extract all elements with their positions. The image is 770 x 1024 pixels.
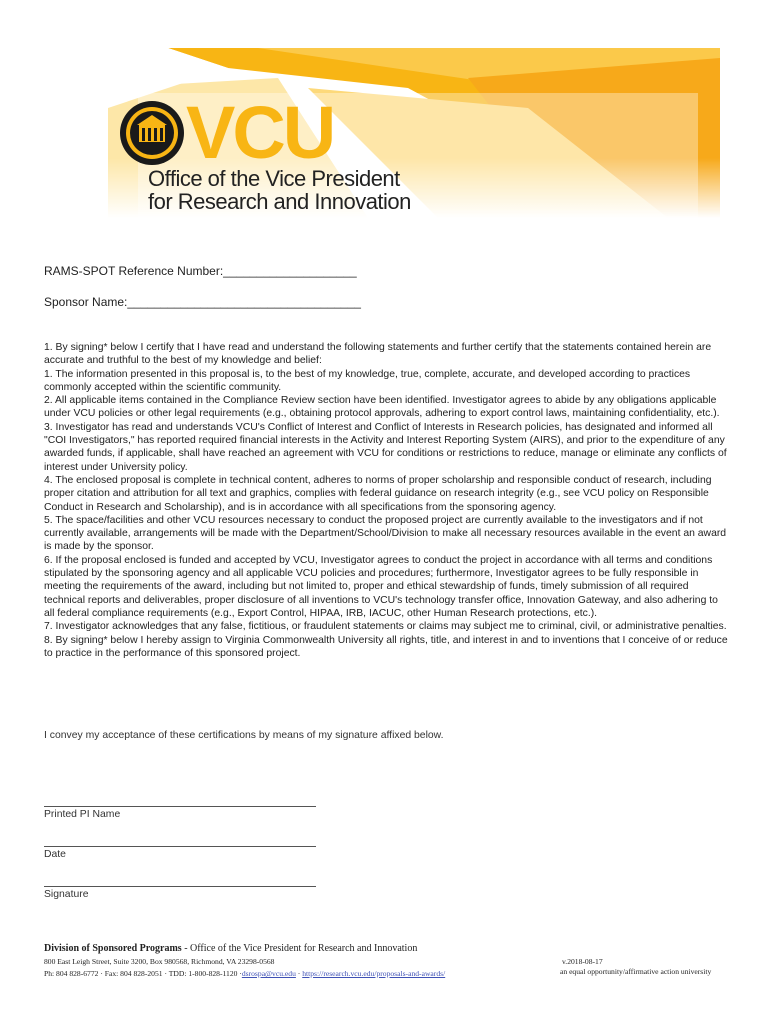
office-title <box>148 167 411 213</box>
signature-label: Signature <box>44 889 89 900</box>
certification-item-3: 3. Investigator has read and understands VCU's Conflict of Interest and Conflict of Interests in Research policies, has designated and informed all "COI Investigators," has reported required financial interests in the Activity and Interest Reporting System (AIRS), and prior to the expenditure of any awarded funds, if applicable, shall have reached an agreement with VCU for conditions or restrictions to reduce, manage or eliminate any conflicts of interest under University policy. <box>44 421 727 473</box>
certification-item-4: 4. The enclosed proposal is complete in technical content, adheres to norms of proper scholarship and responsible conduct of research, including proper citation and attribution for all text and graphics, complies with federal guidance on research integrity (e.g., see VCU policy on Responsible Conduct in Research and Scholarship), and is in accordance with all specifications from the sponsoring agency. <box>44 474 712 513</box>
certification-item-2: 2. All applicable items contained in the Compliance Review section have been identified. Investigator agrees to abide by any obligations applicable under VCU policies or other legal requirements (e.g., obtaining protocol approvals, adhering to export control laws, maintaining confidentiality, etc.). <box>44 395 720 420</box>
footer-version: v.2018-08-17 <box>562 957 603 966</box>
date-line[interactable] <box>44 846 316 847</box>
footer-eo-statement: an equal opportunity/affirmative action university <box>560 967 712 976</box>
office-title-line2: for Research and Innovation <box>148 189 411 214</box>
reference-number-field[interactable]: RAMS-SPOT Reference Number:____________________ <box>44 264 357 278</box>
certification-intro: 1. By signing* below I certify that I have read and understand the following statements and further certify that the statements contained herein are accurate and truthful to the best of my knowledge and belief: <box>44 342 712 367</box>
certification-text <box>44 341 728 660</box>
printed-name-label: Printed PI Name <box>44 809 121 820</box>
certification-item-7: 7. Investigator acknowledges that any false, fictitious, or fraudulent statements or claims may subject me to criminal, civil, or administrative penalties. <box>44 621 727 633</box>
footer-address: 800 East Leigh Street, Suite 3200, Box 980568, Richmond, VA 23298-0568 <box>44 957 275 966</box>
footer-separator: · <box>295 969 303 978</box>
certification-item-5: 5. The space/facilities and other VCU resources necessary to conduct the proposed project are currently available to the investigators and if not currently available, arrangements will be made with the Department/School/Division to make all necessary resources available in the event an award is made by the sponsor. <box>44 514 727 553</box>
footer-email-link[interactable]: dsrospa@vcu.edu <box>241 969 296 978</box>
footer-url-link[interactable]: https://research.vcu.edu/proposals-and-awards/ <box>302 969 446 978</box>
printed-name-line[interactable] <box>44 806 316 807</box>
certification-item-8: 8. By signing* below I hereby assign to Virginia Commonwealth University all rights, title, and interest in and to inventions that I conceive of or reduce to practice in the performance of this sponsored project. <box>44 634 728 659</box>
date-label: Date <box>44 849 66 860</box>
certification-item-1: 1. The information presented in this proposal is, to the best of my knowledge, true, complete, accurate, and developed according to practices commonly accepted within the scientific community. <box>44 368 691 393</box>
acceptance-statement: I convey my acceptance of these certifications by means of my signature affixed below. <box>44 730 444 741</box>
office-title-line1: Office of the Vice President <box>148 166 400 191</box>
vcu-logo: VCU <box>186 91 334 174</box>
footer <box>44 943 734 978</box>
sponsor-name-field[interactable]: Sponsor Name:___________________________________ <box>44 295 361 309</box>
footer-division-name: Division of Sponsored Programs <box>44 943 182 954</box>
footer-division <box>44 943 734 954</box>
university-seal-icon <box>119 100 185 166</box>
signature-line[interactable] <box>44 886 316 887</box>
footer-division-office: - Office of the Vice President for Research and Innovation <box>181 943 418 954</box>
certification-item-6: 6. If the proposal enclosed is funded and accepted by VCU, Investigator agrees to conduct the project in accordance with all terms and conditions stipulated by the sponsoring agency and all applicable VCU policies and procedures; furthermore, Investigator agrees to be fully responsible in meeting the requirements of the award, including but not limited to, proper and ethical stewardship of funds, timely submission of all required technical reports and deliverables, proper disclosure of all inventions to VCU's technology transfer office, Innovation Gateway, and also adhering to all federal compliance requirements (e.g., Export Control, HIPAA, IRB, IACUC, other Human Research protections, etc.). <box>44 554 718 619</box>
footer-phone: Ph: 804 828-6772 · Fax: 804 828-2051 · TDD: 1-800-828-1120 · <box>44 969 242 978</box>
